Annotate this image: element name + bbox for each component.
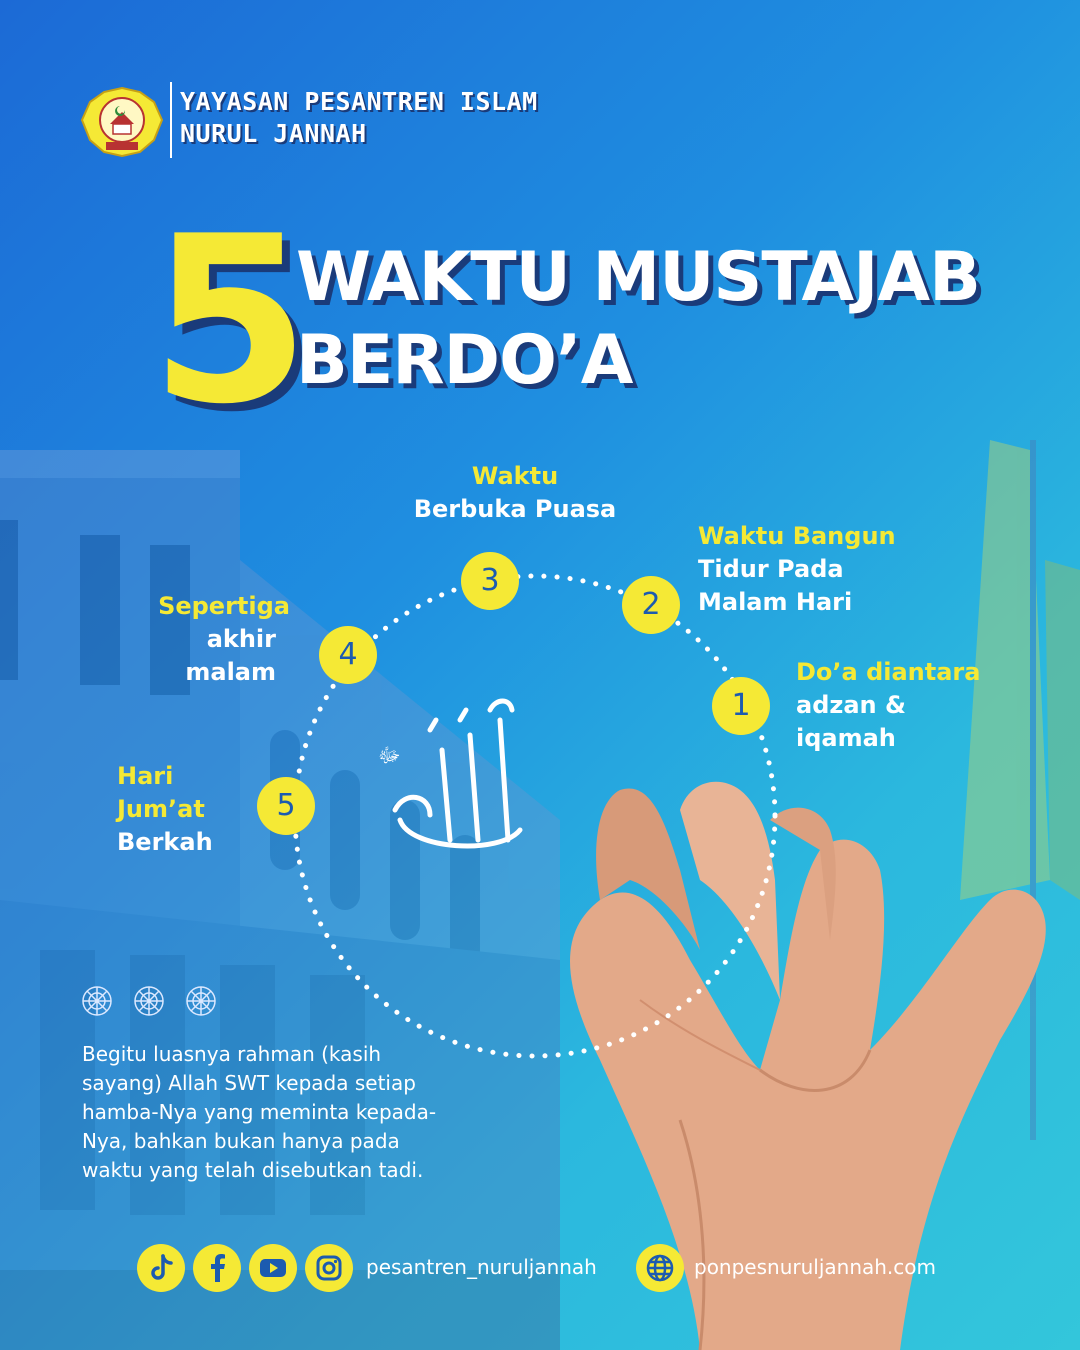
marker-5: 5: [257, 777, 315, 835]
ornament-icon: [184, 984, 218, 1018]
time-2-title: Waktu Bangun: [698, 522, 896, 550]
organization-name: [180, 86, 538, 150]
marker-3: 3: [461, 552, 519, 610]
globe-icon[interactable]: [636, 1244, 684, 1292]
title-number: 5: [150, 188, 311, 455]
time-4-label: [90, 590, 290, 689]
tiktok-icon[interactable]: [137, 1244, 185, 1292]
ornament-icon: [132, 984, 166, 1018]
allah-calligraphy-icon: [370, 680, 550, 860]
time-2-label: [698, 520, 896, 619]
social-handle[interactable]: pesantren_nuruljannah: [366, 1255, 597, 1279]
facebook-icon[interactable]: [193, 1244, 241, 1292]
time-4-desc-2: malam: [185, 658, 276, 686]
time-4-desc-1: akhir: [206, 625, 276, 653]
title-line2: BERDO’A: [296, 321, 633, 400]
time-1-desc-1: adzan &: [796, 691, 906, 719]
svg-text:ﷻ: ﷻ: [378, 743, 401, 767]
time-3-desc-1: Berbuka Puasa: [413, 495, 617, 523]
title-line1: WAKTU MUSTAJAB: [296, 238, 980, 317]
description-paragraph: Begitu luasnya rahman (kasih sayang) Allah SWT kepada setiap hamba-Nya yang meminta kepada-Nya, bahkan bukan hanya pada waktu yang telah disebutkan tadi.: [82, 1042, 437, 1182]
pesantren-logo-icon: [80, 86, 164, 158]
instagram-icon[interactable]: [305, 1244, 353, 1292]
time-5-desc-1: Berkah: [117, 828, 213, 856]
website-link[interactable]: ponpesnuruljannah.com: [694, 1255, 937, 1279]
marker-4: 4: [319, 626, 377, 684]
time-4-title: Sepertiga: [158, 592, 290, 620]
time-5-title-2: Jum’at: [117, 795, 205, 823]
time-1-desc-2: iqamah: [796, 724, 896, 752]
time-2-desc-1: Tidur Pada: [698, 555, 844, 583]
time-5-label: [117, 760, 213, 859]
time-3-title: Waktu: [471, 462, 559, 490]
youtube-icon[interactable]: [249, 1244, 297, 1292]
ornament-icon: [80, 984, 114, 1018]
time-3-label: [390, 460, 640, 526]
organization-name-line2: NURUL JANNAH: [180, 119, 367, 148]
marker-1: 1: [712, 677, 770, 735]
time-1-label: [796, 656, 980, 755]
time-5-title: Hari: [117, 762, 174, 790]
time-2-desc-2: Malam Hari: [698, 588, 853, 616]
marker-2: 2: [622, 576, 680, 634]
time-1-title: Do’a diantara: [796, 658, 981, 686]
organization-name-line1: YAYASAN PESANTREN ISLAM: [180, 87, 538, 116]
header-divider: [170, 82, 172, 158]
